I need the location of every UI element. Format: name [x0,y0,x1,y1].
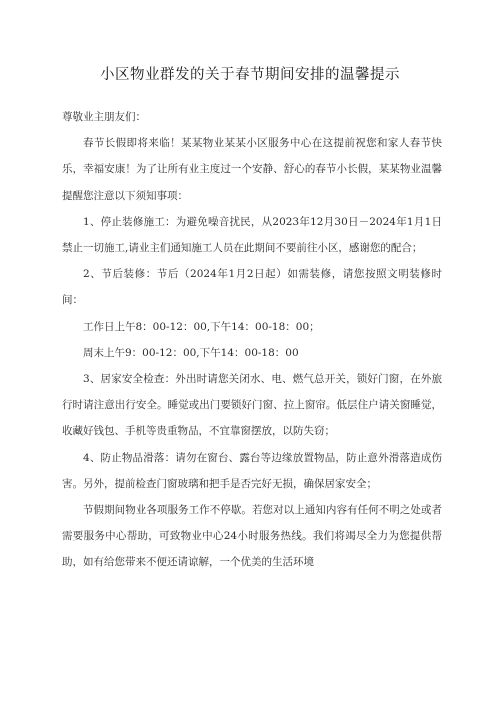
notice-item-1: 1、停止装修施工：为避免噪音扰民，从2023年12月30日－2024年1月1日禁止一切施工,请业主们通知施工人员在此期间不要前往小区，感谢您的配合； [62,215,442,255]
intro-paragraph: 春节长假即将来临！某某物业某某小区服务中心在这提前祝您和家人春节快乐，幸福安康！为了让所有业主度过一个安静、舒心的春节小长假，某某物业温馨提醒您注意以下须知事项： [62,137,442,202]
document-title: 小区物业群发的关于春节期间安排的温馨提示 [100,67,400,83]
closing-paragraph: 节假期间物业各项服务工作不停歇。若您对以上通知内容有任何不明之处或者需要服务中心帮助，可致物业中心24小时服务热线。我们将竭尽全力为您提供帮助，如有给您带来不便还请谅解，一个优美的生活环境 [62,504,442,569]
workday-hours: 工作日上午8：00-12：00,下午14：00-18：00； [83,320,320,333]
document-body [62,104,442,576]
notice-item-4: 4、防止物品滑落：请勿在窗台、露台等边缘放置物品，防止意外滑落造成伤害。另外，提前检查门窗玻璃和把手是否完好无损，确保居家安全； [62,451,442,490]
weekend-hours: 周末上午9：00-12：00,下午14：00-18：00 [83,346,299,359]
notice-item-3: 3、居家安全检查：外出时请您关闭水、电、燃气总开关，锁好门窗，在外旅行时请注意出行安全。睡觉或出门要锁好门窗、拉上窗帘。低层住户请关窗睡觉，收藏好钱包、手机等贵重物品，不宜靠窗摆放，以防失窃； [62,373,442,438]
notice-item-2: 2、节后装修：节后（2024年1月2日起）如需装修，请您按照文明装修时间： [62,268,442,307]
salutation: 尊敬业主朋友们： [62,111,146,123]
